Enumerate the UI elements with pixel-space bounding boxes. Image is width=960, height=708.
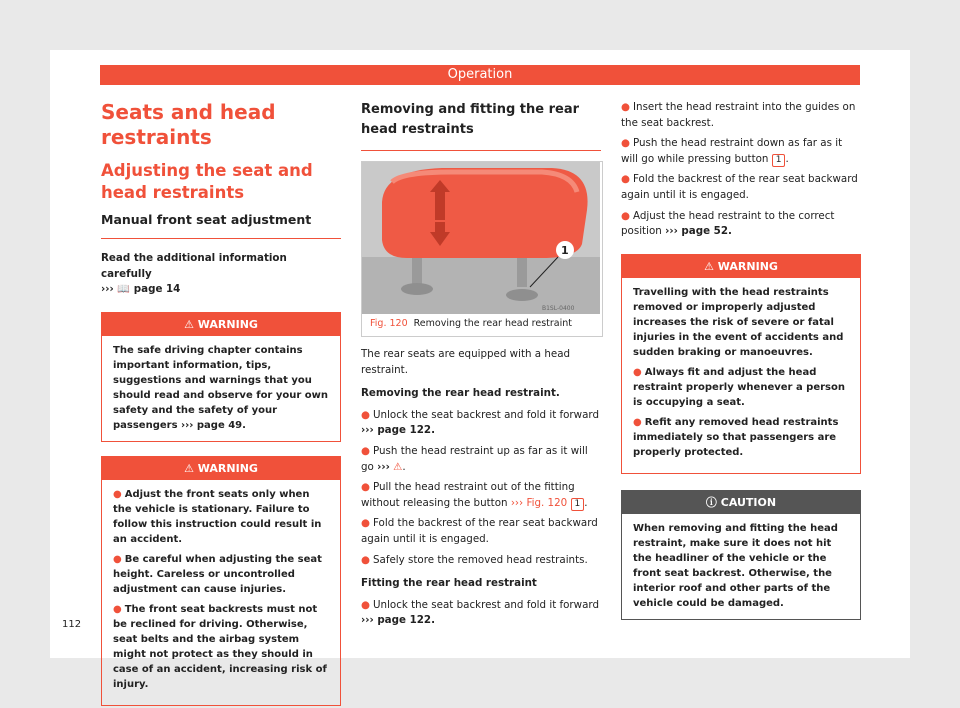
list-item [361,598,601,629]
warning-title: WARNING [717,259,778,273]
bullet-icon: ● [361,517,370,530]
bullet-icon: ● [361,408,370,421]
warning-box [101,312,341,442]
list-item-text: Fold the backrest of the rear seat backward again until it is engaged. [621,173,858,201]
intro-line: Read the additional information carefully [101,252,287,280]
figure-ref-link[interactable]: ››› Fig. 120 [510,496,568,509]
warning-item-text: Adjust the front seats only when the vehicle is stationary. Failure to follow this instruction could result in an accident. [113,488,322,545]
warning-icon: ⚠ [393,460,403,473]
page-ref-link[interactable]: ››› page 122. [361,614,435,627]
warning-item-text: The front seat backrests must not be reclined for driving. Otherwise, seat belts and the airbag system might not protect as they should in case of an accident, increasing risk of injury. [113,603,327,690]
list-item [361,553,601,569]
page-number: 112 [62,619,82,630]
warning-body [102,480,340,705]
ref-arrow: ››› [101,283,114,296]
warning-header [622,255,860,278]
figure [361,161,603,337]
bullet-icon: ● [361,481,370,494]
bullet-icon: ● [361,553,370,566]
procedure-title: Fitting the rear head restraint [361,577,537,590]
warning-icon: ⚠ [704,259,714,273]
bullet-icon: ● [361,444,370,457]
procedure-title: Removing the rear head restraint. [361,387,560,400]
list-item [361,516,601,547]
warning-item-text: Always fit and adjust the head restraint properly whenever a person is occupying a seat. [633,366,845,408]
list-item [621,100,861,131]
column-2 [361,100,601,634]
list-item: ● Push the head restraint down as far as it will go while pressing button 1 . [621,137,843,165]
warning-body [102,336,340,441]
warning-item [113,552,330,597]
list-item [621,172,861,203]
warning-text: The safe driving chapter contains important information, tips, suggestions and warnings that you should read and observe for your own safety and the safety of your passengers [113,344,328,431]
warning-item [113,602,330,692]
caution-body: When removing and fitting the head restraint, make sure it does not hit the headliner of the vehicle or the front seat backrest. Otherwise, the interior roof and other parts of the vehicle could be damaged. [633,522,838,609]
intro-ref-link[interactable]: page 14 [133,283,181,296]
warning-icon: ⚠ [184,461,194,475]
topic-title: Manual front seat adjustment [101,212,341,239]
callout-number: 1 [772,154,786,167]
warning-header [102,457,340,480]
list-item-text: Pull the head restraint out of the fitting without releasing the button [361,481,575,509]
warning-item [633,415,850,460]
bullet-icon: ● [621,173,630,186]
figure-code: B1SL-0400 [542,305,575,312]
page-ref-link[interactable]: ››› page 122. [361,424,435,437]
figure-callout-1: 1 [561,244,569,257]
bullet-icon: ● [633,416,642,428]
column-3 [621,100,861,620]
head-restraint-image [362,162,600,314]
warning-box [101,456,341,706]
bullet-icon: ● [633,366,642,378]
caution-title: CAUTION [720,495,777,509]
warning-ref-link[interactable]: ››› page 49. [181,419,246,431]
paragraph: The rear seats are equipped with a head restraint. [361,348,571,376]
warning-text: Travelling with the head restraints removed or improperly adjusted increases the risk of severe or fatal injuries in the event of accidents and sudden braking or manoeuvres. [633,286,844,358]
list-item: ● Push the head restraint up as far as it will go ››› ⚠. [361,444,588,473]
warning-icon: ⚠ [184,317,194,331]
warning-item [113,487,330,547]
column-1 [101,100,341,706]
bullet-icon: ● [113,488,122,500]
bullet-icon: ● [621,209,630,222]
list-item-text: Adjust the head restraint to the correct position [621,209,835,238]
figure-label: Fig. 120 [370,318,408,329]
list-item [621,209,861,240]
bullet-icon: ● [113,553,122,565]
bullet-icon: ● [113,603,122,615]
topic-title: Removing and fitting the rear head restraints [361,100,601,151]
list-item-text: Insert the head restraint into the guides on the seat backrest. [621,101,856,129]
figure-caption [362,314,602,334]
warning-item-text: Be careful when adjusting the seat height. Careless or uncontrolled adjustment can cause injuries. [113,553,322,595]
book-icon: 📖 [117,283,131,296]
list-item [361,408,601,439]
warning-box [621,254,861,474]
list-item-text: Unlock the seat backrest and fold it forward [373,408,599,421]
list-item-text: Safely store the removed head restraints. [373,553,588,566]
caution-header [622,491,860,514]
bullet-icon: ● [361,598,370,611]
bullet-icon: ● [621,101,630,113]
caution-box [621,490,861,620]
intro-text [101,251,341,298]
callout-number: 1 [571,498,585,511]
list-item-text: Unlock the seat backrest and fold it forward [373,598,599,611]
section-title: Seats and head restraints [101,100,276,149]
warning-title: WARNING [197,317,258,331]
figure-caption-text: Removing the rear head restraint [413,318,573,329]
warning-body [622,278,860,473]
list-item-text: Push the head restraint up as far as it will go [361,444,588,473]
subsection-title: Adjusting the seat and head restraints [101,161,313,202]
warning-item [633,365,850,410]
warning-item-text: Refit any removed head restraints immediately so that passengers are properly protected. [633,416,839,458]
bullet-icon: ● [621,137,630,150]
page-ref-link[interactable]: ››› page 52. [665,225,732,238]
warning-header [102,313,340,336]
page-ref-link[interactable]: ››› [377,460,390,473]
page-header: Operation [100,65,860,85]
warning-title: WARNING [197,461,258,475]
info-icon: ⓘ [705,495,717,509]
list-item-text: Fold the backrest of the rear seat backward again until it is engaged. [361,517,598,545]
list-item-text: Push the head restraint down as far as it will go while pressing button [621,137,843,165]
list-item: ● Pull the head restraint out of the fitting without releasing the button ››› Fig. 120 1 . [361,481,588,509]
